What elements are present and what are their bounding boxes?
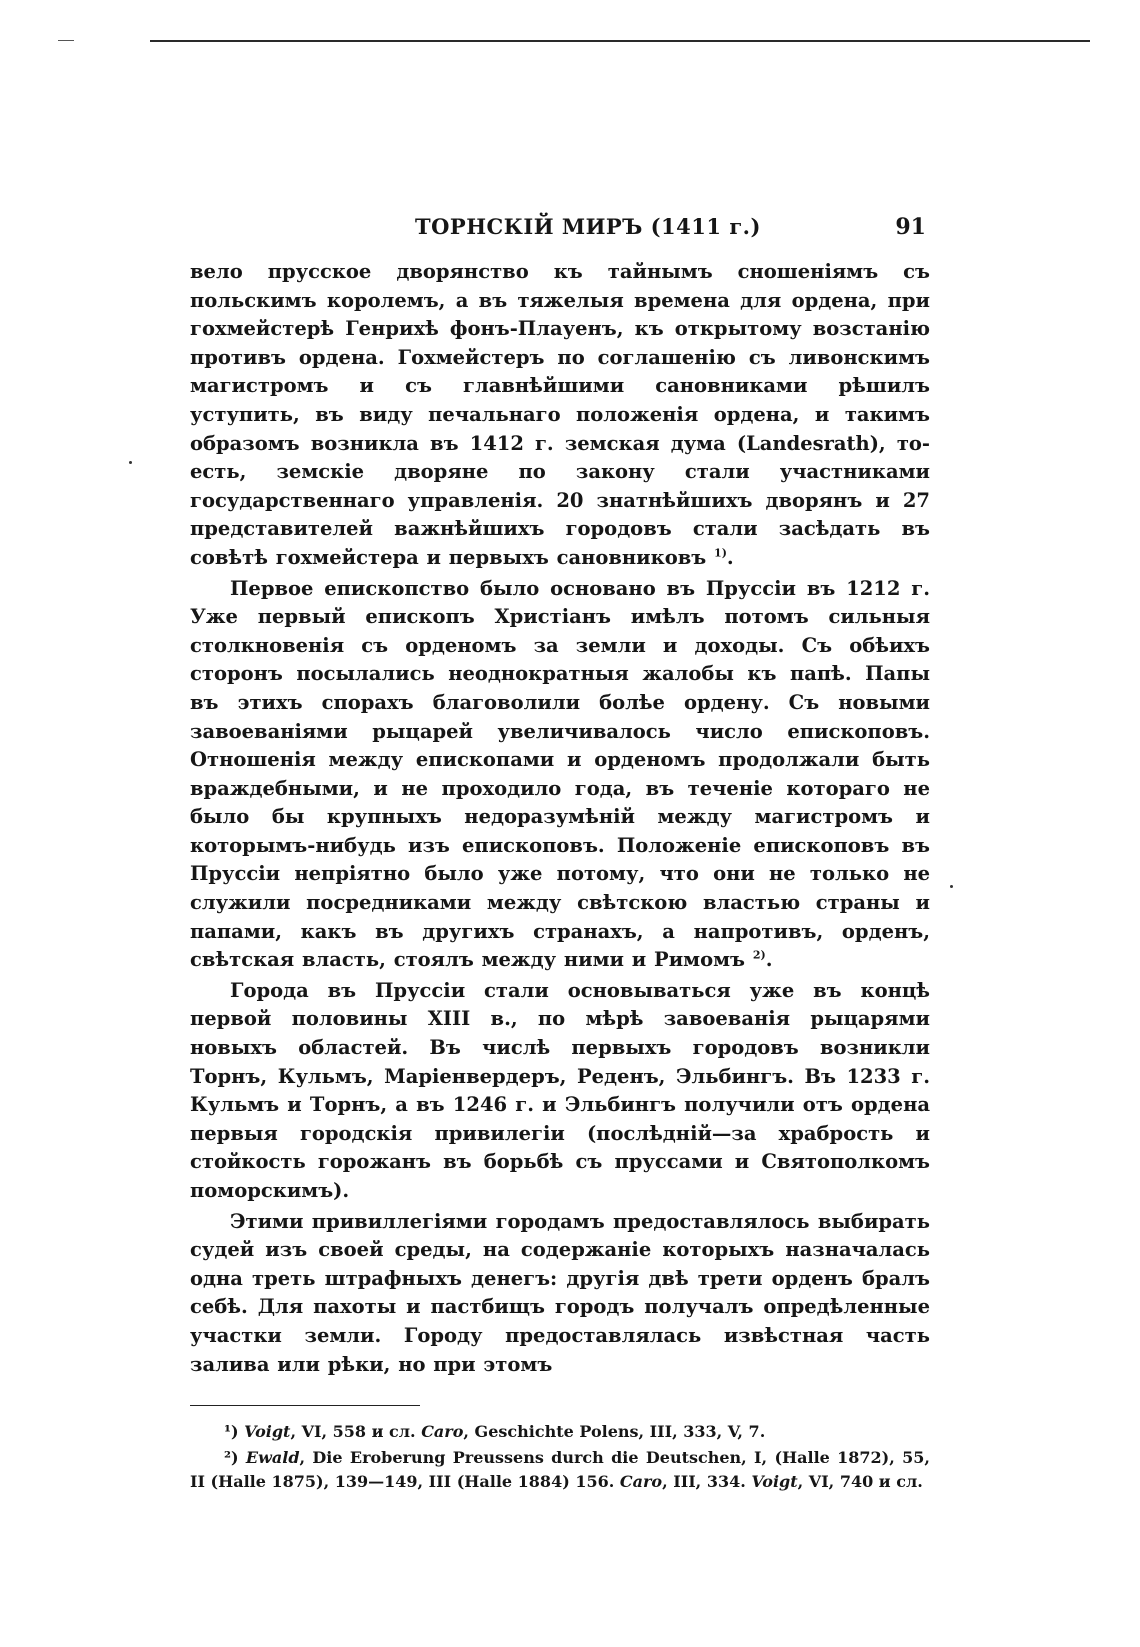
paragraph-2 — [190, 575, 930, 975]
margin-speck — [129, 461, 132, 464]
footnote-text: , VI, 558 и сл. — [290, 1422, 422, 1442]
top-edge-rule — [150, 40, 1090, 42]
paragraph-tail: . — [726, 545, 734, 569]
footnote-author: Caro — [619, 1472, 663, 1492]
top-edge-mark — [58, 40, 74, 41]
footnote-text: , VI, 740 и сл. — [797, 1472, 923, 1492]
footnote-author: Voigt — [751, 1472, 798, 1492]
footnote-separator — [190, 1405, 420, 1406]
running-head — [190, 212, 930, 252]
footnote-1 — [190, 1420, 930, 1444]
paragraph-tail: . — [765, 948, 773, 972]
footnote-2 — [190, 1446, 930, 1494]
footnote-text: , III, 334. — [662, 1472, 752, 1492]
footnote-text: , Geschichte Polens, III, 333, V, 7. — [463, 1422, 766, 1442]
footnote-text: , Die Eroberung Preussens durch die Deutschen, I, (Halle 1872), 55, II (Halle 1875), 139—149, III (Halle 1884) 156. — [190, 1448, 930, 1492]
footnote-author: Ewald — [245, 1448, 300, 1468]
paragraph-text: Города въ Пруссіи стали основываться уже въ концѣ первой половины XIII в., по мѣрѣ завоеванія рыцарями новыхъ областей. Въ числѣ первыхъ городовъ возникли Торнъ, Кульмъ, Маріенвердеръ, Реденъ, Эльбингъ. Въ 1233 г. Кульмъ и Торнъ, а въ 1246 г. и Эльбингъ получили отъ ордена первыя городскія привилегіи (послѣдній—за храбрость и стойкость горожанъ въ борьбѣ съ пруссами и Святополкомъ поморскимъ). — [190, 978, 930, 1202]
footnote-ref: 2) — [752, 948, 766, 962]
margin-speck — [950, 885, 953, 888]
page-number: 91 — [895, 214, 926, 240]
paragraph-3 — [190, 977, 930, 1206]
footnote-author: Voigt — [244, 1422, 291, 1442]
paragraph-text: Первое епископство было основано въ Пруссіи въ 1212 г. Уже первый епископъ Христіанъ имѣлъ потомъ сильныя столкновенія съ орденомъ за земли и доходы. Съ обѣихъ сторонъ посылались неоднократныя жалобы къ папѣ. Папы въ этихъ спорахъ благоволили болѣе ордену. Съ новыми завоеваніями рыцарей увеличивалось число епископовъ. Отношенія между епископами и орденомъ продолжали быть враждебными, и не проходило года, въ теченіе котораго не было бы крупныхъ недоразумѣній между магистромъ и которымъ-нибудь изъ епископовъ. Положеніе епископовъ въ Пруссіи непріятно было уже потому, что они не только не служили посредниками между свѣтскою властью страны и папами, какъ въ другихъ странахъ, а напротивъ, орденъ, свѣтская власть, стоялъ между ними и Римомъ — [190, 576, 930, 972]
paragraph-text: Этими привиллегіями городамъ предоставлялось выбирать судей изъ своей среды, на содержаніе которыхъ назначалась одна треть штрафныхъ денегъ: другія двѣ трети орденъ бралъ себѣ. Для пахоты и пастбищъ городъ получалъ опредѣленные участки земли. Городу предоставлялась извѣстная часть залива или рѣки, но при этомъ — [190, 1209, 930, 1376]
footnote-marker: ²) — [224, 1448, 239, 1468]
paragraph-text: вело прусское дворянство къ тайнымъ сношеніямъ съ польскимъ королемъ, а въ тяжелыя времена для ордена, при гохмейстерѣ Генрихѣ фонъ-Плауенъ, къ открытому возстанію противъ ордена. Гохмейстеръ по соглашенію съ ливонскимъ магистромъ и съ главнѣйшими сановниками рѣшилъ уступить, въ виду печальнаго положенія ордена, и такимъ образомъ возникла въ 1412 г. земская дума (Landesrath), то-есть, земскіе дворяне по закону стали участниками государственнаго управленія. 20 знатнѣйшихъ дворянъ и 27 представителей важнѣйшихъ городовъ стали засѣдать въ совѣтѣ гохмейстера и первыхъ сановниковъ — [190, 260, 930, 569]
footnote-ref: 1) — [714, 546, 727, 560]
running-head-title: ТОРНСКІЙ МИРЪ (1411 г.) — [415, 214, 761, 239]
footnote-marker: ¹) — [224, 1422, 239, 1442]
paragraph-4 — [190, 1208, 930, 1380]
footnote-author: Caro — [421, 1422, 464, 1442]
body-text — [190, 258, 930, 1379]
paragraph-1 — [190, 258, 930, 573]
book-page — [190, 212, 930, 1494]
footnotes — [190, 1420, 930, 1494]
